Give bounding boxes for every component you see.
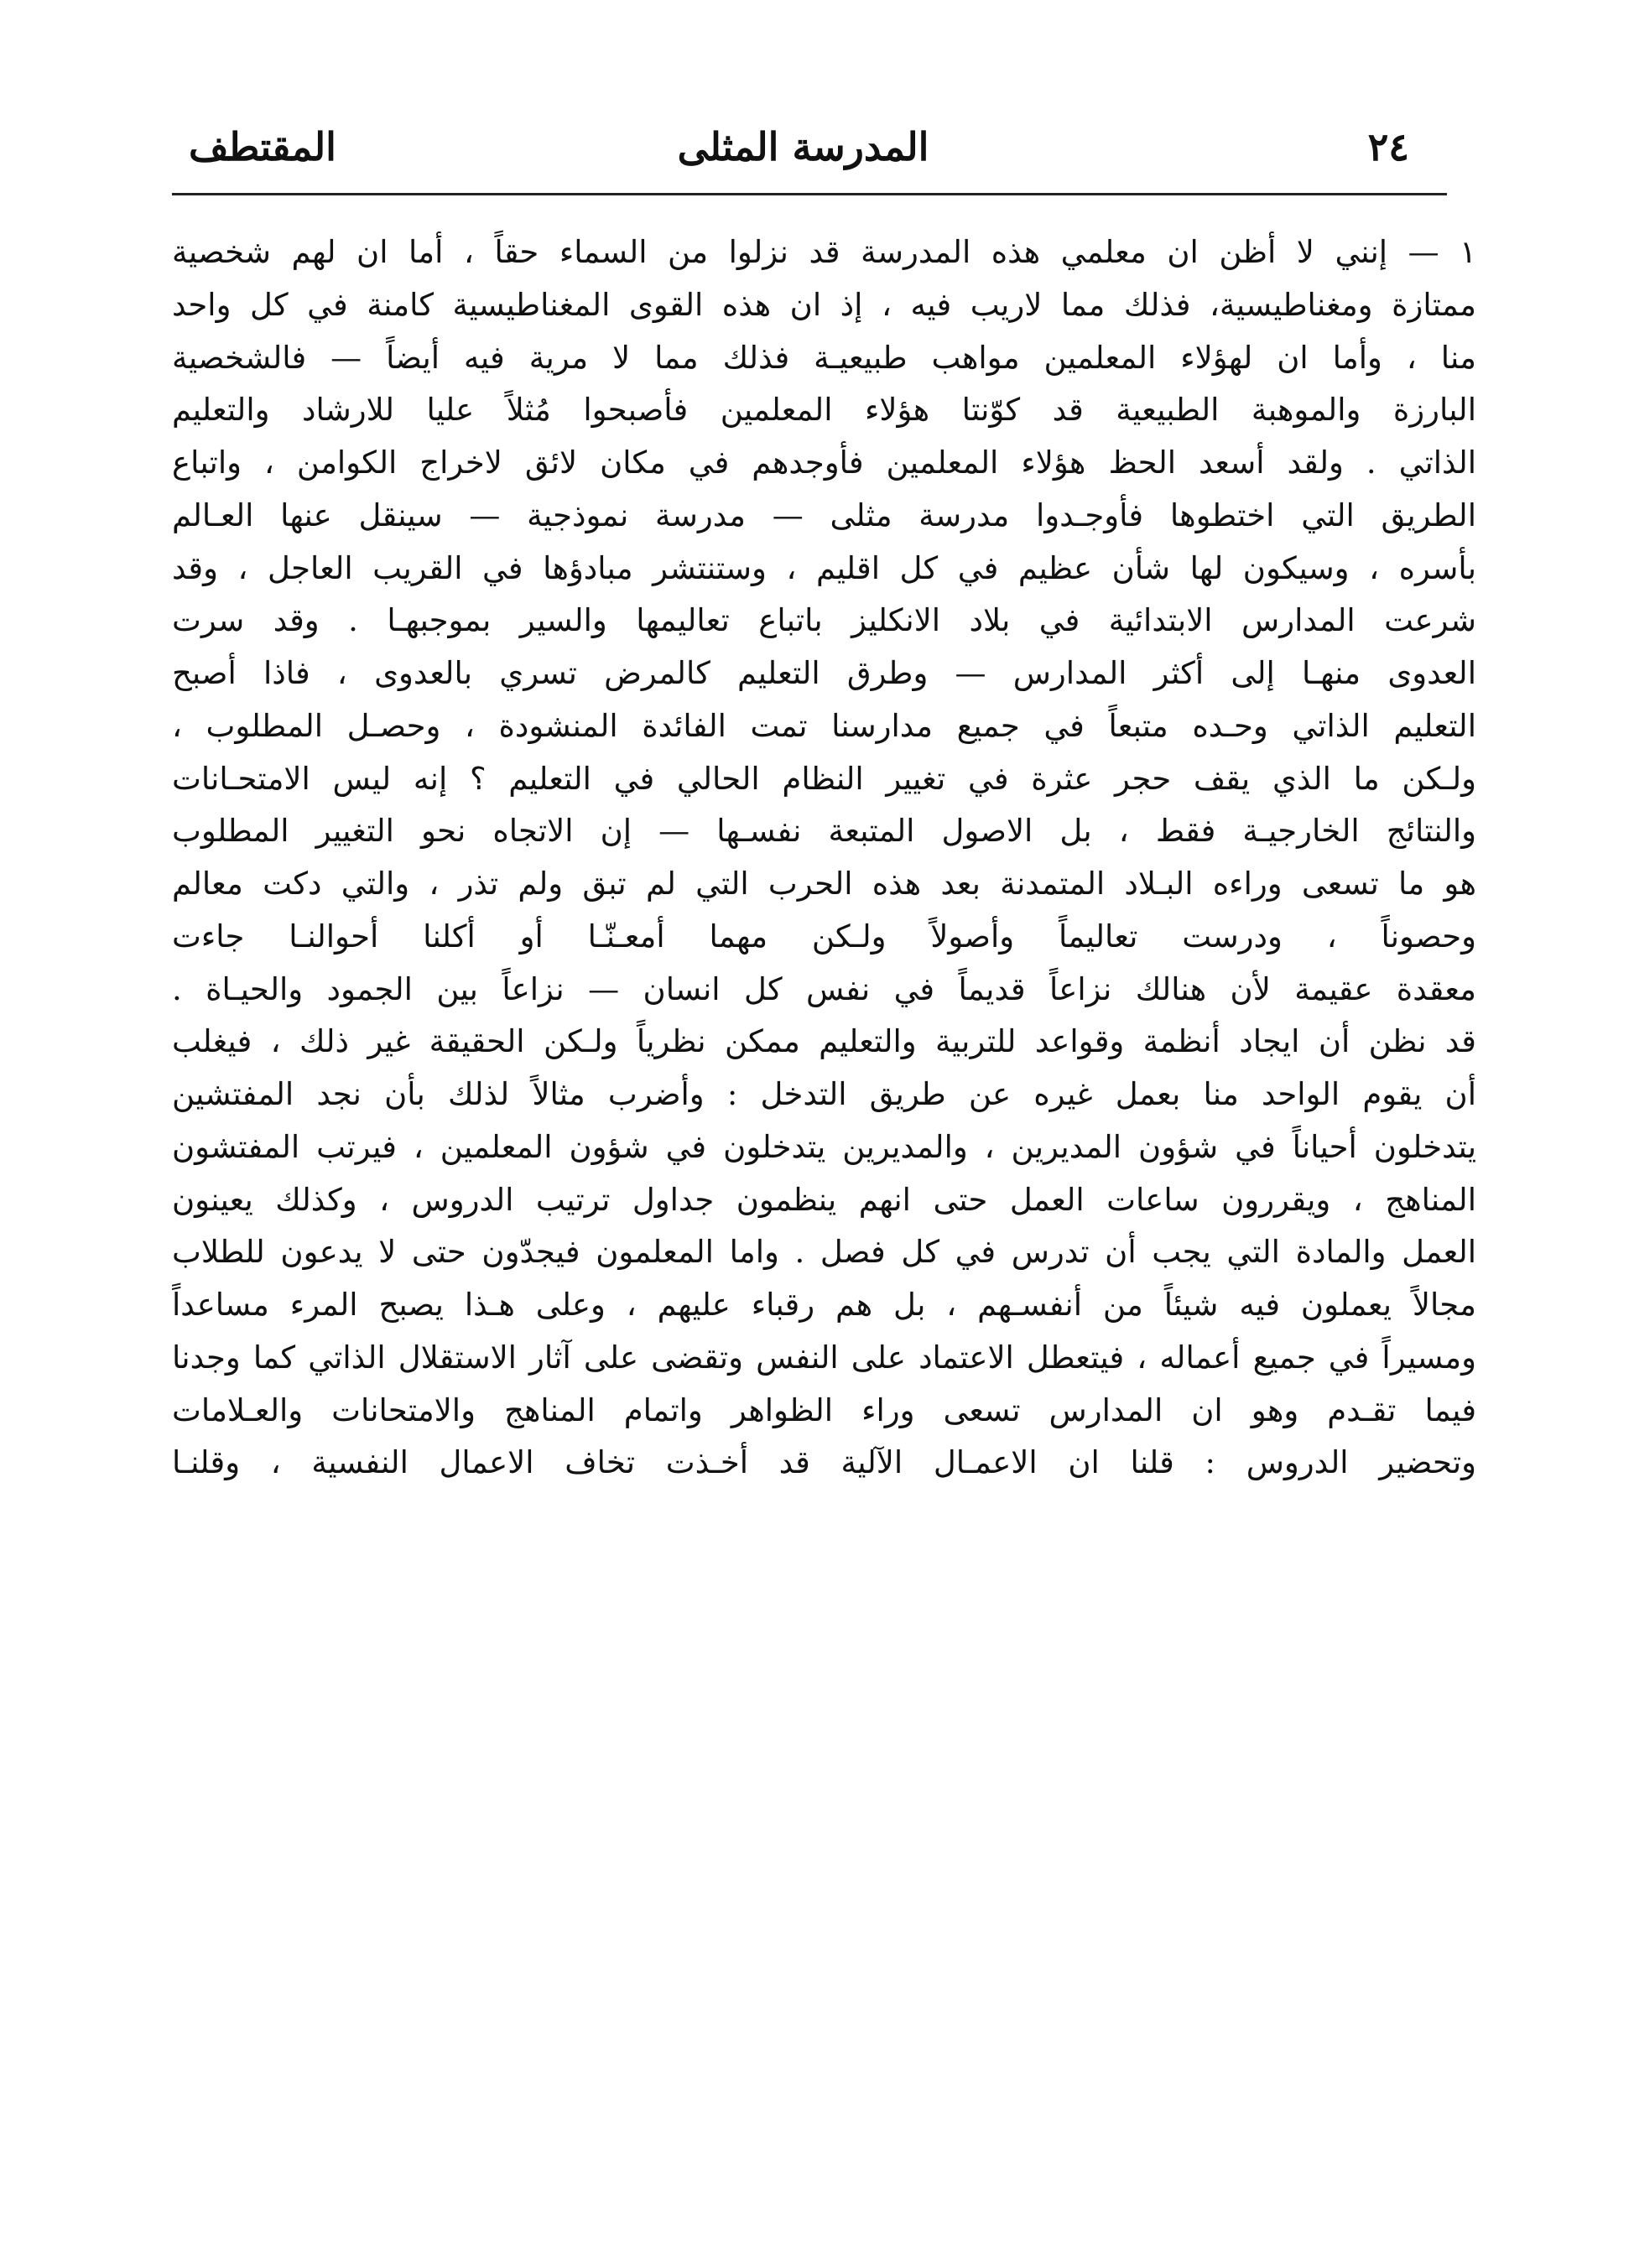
text-line: الذاتي . ولقد أسعد الحظ هؤلاء المعلمين فأوجدهم في مكان لائق لاخراج الكوامن ، واتباع: [172, 445, 1476, 481]
text-line: المناهج ، ويقررون ساعات العمل حتى انهم ينظمون جداول ترتيب الدروس ، وكذلك يعينون: [172, 1181, 1476, 1218]
text-line: ممتازة ومغناطيسية، فذلك مما لاريب فيه ، إذ ان هذه القوى المغناطيسية كامنة في كل واحد: [172, 286, 1476, 323]
text-line: العدوى منهـا إلى أكثر المدارس — وطرق التعليم كالمرض تسري بالعدوى ، فاذا أصبح: [172, 655, 1476, 691]
text-line: هو ما تسعى وراءه البـلاد المتمدنة بعد هذه الحرب التي لم تبق ولم تذر ، والتي دكت معالم: [172, 866, 1476, 902]
page-header: [172, 113, 1434, 180]
text-line: التعليم الذاتي وحـده متبعاً في جميع مدارسنا تمت الفائدة المنشودة ، وحصـل المطلوب ،: [172, 707, 1476, 744]
text-line: فيما تقـدم وهو ان المدارس تسعى وراء الظواهر واتمام المناهج والامتحانات والعـلامات: [172, 1391, 1476, 1428]
journal-name: المقتطف: [189, 124, 336, 169]
header-rule: [172, 193, 1447, 195]
text-line: بأسره ، وسيكون لها شأن عظيم في كل اقليم ، وستنتشر مبادؤها في القريب العاجل ، وقد: [172, 549, 1476, 586]
text-line: ١ — إنني لا أظن ان معلمي هذه المدرسة قد نزلوا من السماء حقاً ، أما ان لهم شخصية: [172, 234, 1476, 270]
text-line: منا ، وأما ان لهؤلاء المعلمين مواهب طبيعيـة فذلك مما لا مرية فيه أيضاً — فالشخصية: [172, 339, 1476, 376]
text-line: مجالاً يعملون فيه شيئاً من أنفسـهم ، بل هم رقباء عليهم ، وعلى هـذا يصبح المرء مساعداً: [172, 1287, 1476, 1323]
text-line: الطريق التي اختطوها فأوجـدوا مدرسة مثلى — مدرسة نموذجية — سينقل عنها العـالم: [172, 497, 1476, 533]
text-line: يتدخلون أحياناً في شؤون المديرين ، والمديرين يتدخلون في شؤون المعلمين ، فيرتب المفتشون: [172, 1128, 1476, 1165]
body-text: [172, 226, 1476, 1490]
text-line: وتحضير الدروس : قلنا ان الاعمـال الآلية قد أخـذت تخاف الاعمال النفسية ، وقلنـا: [172, 1444, 1476, 1481]
text-line: ولـكن ما الذي يقف حجر عثرة في تغيير النظام الحالي في التعليم ؟ إنه ليس الامتحـانات: [172, 760, 1476, 797]
text-line: والنتائج الخارجيـة فقط ، بل الاصول المتبعة نفسـها — إن الاتجاه نحو التغيير المطلوب: [172, 813, 1476, 850]
text-line: البارزة والموهبة الطبيعية قد كوّنتا هؤلاء المعلمين فأصبحوا مُثلاً عليا للارشاد والتعليم: [172, 392, 1476, 429]
text-line: وحصوناً ، ودرست تعاليماً وأصولاً ولـكن مهما أمعـنّـا أو أكلنا أحوالنـا جاءت: [172, 918, 1476, 955]
text-line: أن يقوم الواحد منا بعمل غيره عن طريق التدخل : وأضرب مثالاً لذلك بأن نجد المفتشين: [172, 1076, 1476, 1112]
text-line: قد نظن أن ايجاد أنظمة وقواعد للتربية والتعليم ممكن نظرياً ولـكن الحقيقة غير ذلك ، فيغلب: [172, 1023, 1476, 1060]
text-line: العمل والمادة التي يجب أن تدرس في كل فصل . واما المعلمون فيجدّون حتى لا يدعون للطلاب: [172, 1234, 1476, 1271]
running-title: المدرسة المثلى: [677, 124, 929, 169]
text-line: معقدة عقيمة لأن هنالك نزاعاً قديماً في نفس كل انسان — نزاعاً بين الجمود والحيـاة .: [172, 970, 1476, 1007]
text-line: شرعت المدارس الابتدائية في بلاد الانكليز باتباع تعاليمها والسير بموجبهـا . وقد سرت: [172, 602, 1476, 639]
text-line: ومسيراً في جميع أعماله ، فيتعطل الاعتماد على النفس وتقضى على آثار الاستقلال الذاتي كما وجدنا: [172, 1339, 1476, 1376]
page-number: ٢٤: [1367, 124, 1409, 169]
